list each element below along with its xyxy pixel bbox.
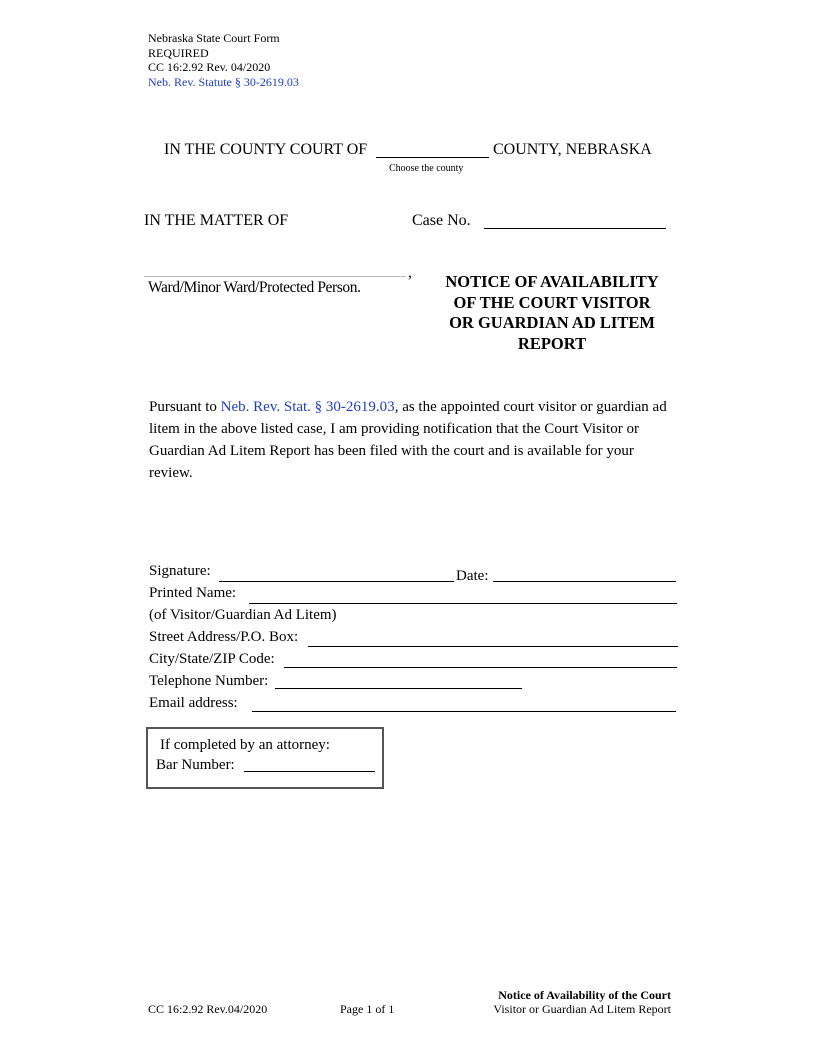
title-line3: OR GUARDIAN AD LITEM — [449, 313, 655, 332]
body-intro: Pursuant to — [149, 399, 221, 415]
county-hint: Choose the county — [389, 163, 464, 174]
matter-label: IN THE MATTER OF — [144, 212, 289, 229]
printed-name-label: Printed Name: — [149, 585, 237, 601]
email-field[interactable] — [252, 711, 676, 712]
footer-title-sub: Visitor or Guardian Ad Litem Report — [493, 1002, 671, 1016]
court-prefix: IN THE COUNTY COURT OF — [164, 141, 368, 158]
city-field[interactable] — [284, 667, 677, 668]
ward-label: Ward/Minor Ward/Protected Person. — [148, 279, 361, 296]
signature-field[interactable] — [219, 581, 454, 582]
bar-number-label: Bar Number: — [156, 757, 235, 773]
ward-comma: , — [408, 264, 412, 281]
date-label: Date: — [456, 568, 489, 584]
court-suffix: COUNTY, NEBRASKA — [493, 141, 652, 158]
email-label: Email address: — [149, 695, 238, 711]
notice-title — [432, 272, 672, 354]
form-header-line1: Nebraska State Court Form — [148, 31, 280, 45]
footer-title — [460, 988, 671, 1016]
date-field[interactable] — [493, 581, 676, 582]
footer-title-bold: Notice of Availability of the Court — [498, 988, 671, 1002]
form-header-line3: CC 16:2.92 Rev. 04/2020 — [148, 60, 271, 74]
title-line4: REPORT — [517, 333, 587, 353]
footer-page: Page 1 of 1 — [340, 1002, 395, 1016]
printed-name-field[interactable] — [249, 603, 677, 604]
form-header — [148, 31, 299, 89]
telephone-label: Telephone Number: — [149, 673, 269, 689]
ward-name-field[interactable] — [144, 276, 406, 277]
county-field[interactable] — [376, 157, 489, 158]
case-number-label: Case No. — [412, 212, 471, 229]
street-field[interactable] — [308, 646, 678, 647]
street-label: Street Address/P.O. Box: — [149, 629, 299, 645]
bar-number-field[interactable] — [244, 771, 375, 772]
title-line2: OF THE COURT VISITOR — [453, 292, 651, 312]
statute-link[interactable]: Neb. Rev. Statute § 30-2619.03 — [148, 74, 299, 89]
body-statute-link[interactable]: Neb. Rev. Stat. § 30-2619.03 — [220, 399, 395, 415]
attorney-label: If completed by an attorney: — [160, 737, 330, 753]
case-number-field[interactable] — [484, 228, 666, 229]
city-label: City/State/ZIP Code: — [149, 651, 275, 667]
title-line1: NOTICE OF AVAILABILITY — [445, 272, 659, 291]
footer-form-id: CC 16:2.92 Rev.04/2020 — [148, 1002, 268, 1016]
body-text: , as the appointed court visitor or guardian ad litem in the above listed case, I am providing notification that the Court Visitor or Guardian Ad Litem Report has been filed with the court and is available for your review. — [149, 399, 667, 481]
form-header-line2: REQUIRED — [148, 45, 209, 60]
printed-name-note: (of Visitor/Guardian Ad Litem) — [149, 607, 337, 623]
telephone-field[interactable] — [275, 688, 522, 689]
signature-label: Signature: — [149, 563, 211, 579]
body-paragraph — [149, 396, 679, 484]
